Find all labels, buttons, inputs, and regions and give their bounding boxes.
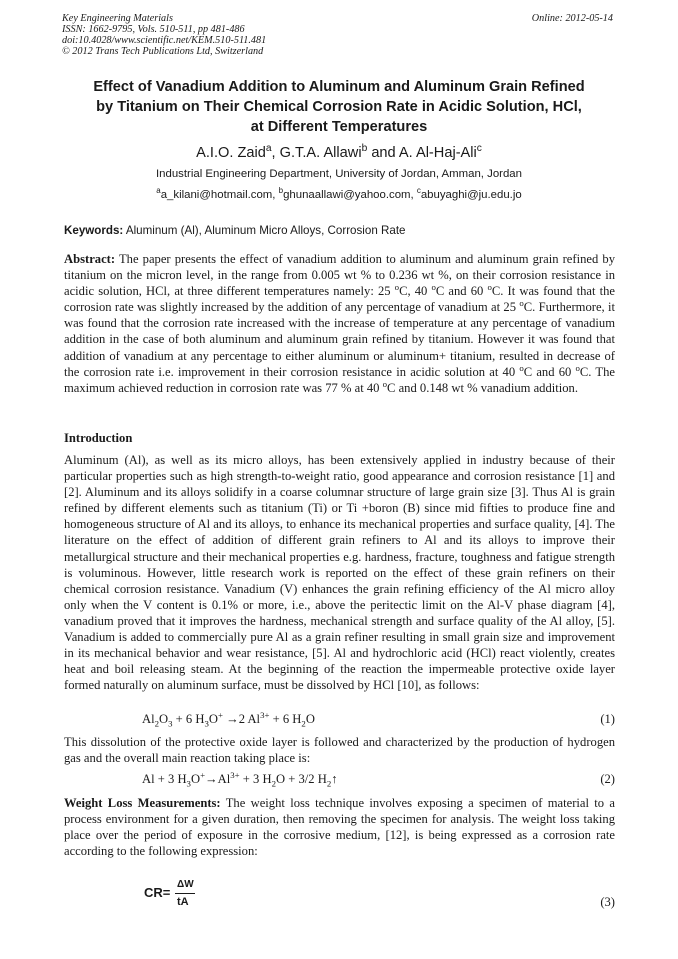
- eq-term: Al + 3 H: [142, 772, 187, 786]
- equation-number: (2): [600, 772, 615, 786]
- author-name: G.T.A. Allawi: [279, 145, 362, 161]
- author-list: [60, 143, 618, 163]
- title-line: Effect of Vanadium Addition to Aluminum and Aluminum Grain Refined: [93, 79, 585, 95]
- eq-sup: +: [200, 769, 206, 780]
- eq-sub: 3: [204, 718, 209, 729]
- abstract-text: C and 60: [523, 364, 576, 379]
- eq-term: O: [159, 712, 169, 726]
- degree-symbol: o: [575, 362, 580, 373]
- paper-title: [56, 77, 622, 137]
- online-date: Online: 2012-05-14: [531, 13, 613, 24]
- eq-sup: 3+: [230, 769, 240, 780]
- abstract: [64, 251, 615, 396]
- eq-term: O: [190, 772, 201, 786]
- formula-denominator: tA: [177, 896, 189, 908]
- email-link[interactable]: abuyaghi@ju.edu.jo: [420, 189, 522, 201]
- abstract-text: C and 60: [435, 284, 488, 299]
- weight-loss-label: Weight Loss Measurements:: [64, 796, 221, 810]
- author-name: A. Al-Haj-Ali: [398, 145, 477, 161]
- email-mark: b: [278, 186, 284, 196]
- degree-symbol: o: [519, 362, 524, 373]
- eq-term: O: [208, 712, 218, 726]
- abstract-text: C, 40: [399, 284, 432, 299]
- eq-term: O: [305, 712, 315, 726]
- title-line: by Titanium on Their Chemical Corrosion Rate in Acidic Solution, HCl,: [96, 99, 582, 115]
- eq-term: + 6 H: [172, 712, 205, 726]
- equation-number: (3): [600, 895, 615, 909]
- abstract-text: C and 0.148 wt % vanadium addition.: [387, 380, 578, 395]
- email-mark: a: [156, 186, 161, 196]
- journal-name: Key Engineering Materials: [62, 13, 173, 24]
- equation-expression: [142, 711, 315, 727]
- affiliation: Industrial Engineering Department, University of Jordan, Amman, Jordan: [156, 168, 522, 180]
- formula-lhs: CR=: [144, 885, 171, 900]
- equation-number: (1): [600, 712, 615, 726]
- issn-line: ISSN: 1662-9795, Vols. 510-511, pp 481-486: [62, 24, 245, 35]
- eq-sub: 3: [186, 778, 191, 789]
- keywords-text: Aluminum (Al), Aluminum Micro Alloys, Corrosion Rate: [123, 224, 406, 237]
- eq-term: + 6 H: [269, 712, 302, 726]
- degree-symbol: o: [394, 282, 400, 292]
- eq-term: →Al: [205, 772, 231, 786]
- degree-symbol: o: [487, 282, 492, 292]
- abstract-text: The paper presents the effect of vanadium addition to aluminum and aluminum grain refined by titanium on the micron level, in the range from 0.005 wt % to 0.236 wt %, on their corrosion resistance in acidic solution, HCl, at three different temperatures namely: 25: [64, 252, 615, 299]
- author-separator: and: [367, 145, 399, 161]
- degree-symbol: o: [519, 298, 524, 309]
- eq-sub: 2: [301, 718, 306, 729]
- email-link[interactable]: a_kilani@hotmail.com,: [160, 189, 279, 201]
- degree-symbol: o: [382, 378, 388, 389]
- corrosion-rate-formula: [144, 876, 204, 912]
- eq-term: O + 3/2 H: [275, 772, 327, 786]
- eq-term: Al: [142, 712, 155, 726]
- weight-loss-text: The weight loss technique involves exposing a specimen of material to a process environment for a given duration, then removing the specimen for analysis. The weight loss taking place over the period of exposure in the corrosive medium, [12], is being expressed as a corrosion rate according to the following expression:: [64, 796, 615, 859]
- eq-term: ↑: [331, 772, 338, 786]
- keywords: [64, 223, 616, 239]
- journal-header: [62, 13, 266, 57]
- copyright-line: © 2012 Trans Tech Publications Ltd, Switzerland: [62, 46, 264, 57]
- eq-term: + 3 H: [239, 772, 272, 786]
- author-affil-mark: c: [476, 143, 482, 155]
- eq-sub: 2: [326, 778, 332, 789]
- author-affil-mark: b: [361, 143, 368, 155]
- eq-sup: +: [217, 709, 223, 720]
- author-emails: [60, 187, 618, 203]
- equation-3: [64, 876, 615, 916]
- abstract-text: C. The maximum achieved reduction in corrosion rate was 77 % at 40: [64, 364, 615, 395]
- degree-symbol: o: [431, 282, 436, 292]
- author-separator: ,: [271, 145, 280, 161]
- author-name: A.I.O. Zaid: [196, 145, 266, 161]
- eq-sub: 3: [168, 718, 173, 729]
- weight-loss-paragraph: [64, 795, 615, 859]
- keywords-label: Keywords:: [64, 224, 124, 237]
- section-heading-introduction: Introduction: [64, 431, 133, 445]
- eq-sub: 2: [271, 778, 276, 789]
- email-mark: c: [416, 186, 421, 196]
- eq-sup: 3+: [260, 709, 270, 720]
- abstract-text: C. It was found that the corrosion rate was slightly increased by the addition of any percentage of vanadium at 25: [64, 284, 615, 315]
- author-affil-mark: a: [265, 143, 272, 155]
- abstract-text: C. Furthermore, it was found that the corrosion rate increased with the increase of temperature at any percentage of vanadium addition in the case of both aluminum and aluminum grain refined by titanium. However it was found that addition of vanadium at any percentage to either aluminum or aluminum+ titanium, resulted in decrease of the corrosion rate i.e. improvement in their corrosion resistance in acidic solution at 40: [64, 300, 615, 379]
- introduction-paragraph: Aluminum (Al), as well as its micro alloys, has been extensively applied in industry because of their particular properties such as high strength-to-weight ratio, good appearance and corrosion resistance [1] and [2]. Aluminum and its alloys solidify in a coarse columnar structure of large grain size [3]. Thus Al is grain refined by different elements such as titanium (Ti) or Ti +boron (B) since mid fifties to produce fine and homogeneous structure of Al and its alloys, to enhance its mechanical properties and surface quality, [4]. The literature on the effect of addition of different grain refiners to Al and its alloys to improve their metallurgical structure and their mechanical properties e.g. hardness, fracture, toughness and fatigue strength is voluminous. However, little research work is reported on the effect of these grain refiners on their chemical corrosion resistance. Vanadium (V) enhances the grain refining efficiency of the Al micro alloy only when the V content is 0.1% or more, i.e., above the peritectic limit on the Al-V phase diagram [4], vanadium proved that it improves the hardness, mechanical strength and surface quality of the Al alloy, [5]. Vanadium is added to commercially pure Al as a grain refiner resulting in small grain size and improvement in its mechanical behavior and wear resistance, [5]. Al and hydrochloric acid (HCl) react violently, creates heat and boil releasing steam. At the beginning of the reaction the impermeable protective oxide layer formed naturally on aluminum surface, must be dissolved by HCl [10], as follows:: [64, 453, 615, 693]
- doi-line[interactable]: doi:10.4028/www.scientific.net/KEM.510-511.481: [62, 35, 267, 46]
- paragraph: This dissolution of the protective oxide layer is followed and characterized by the production of hydrogen gas and the overall main reaction taking place is:: [64, 735, 615, 766]
- formula-numerator: ΔW: [177, 879, 194, 890]
- title-line: at Different Temperatures: [250, 119, 428, 135]
- eq-term: →2 Al: [222, 712, 261, 726]
- abstract-label: Abstract:: [64, 252, 116, 266]
- eq-sub: 2: [154, 718, 159, 729]
- equation-expression: [142, 771, 338, 787]
- email-link[interactable]: ghunaallawi@yahoo.com,: [283, 189, 417, 201]
